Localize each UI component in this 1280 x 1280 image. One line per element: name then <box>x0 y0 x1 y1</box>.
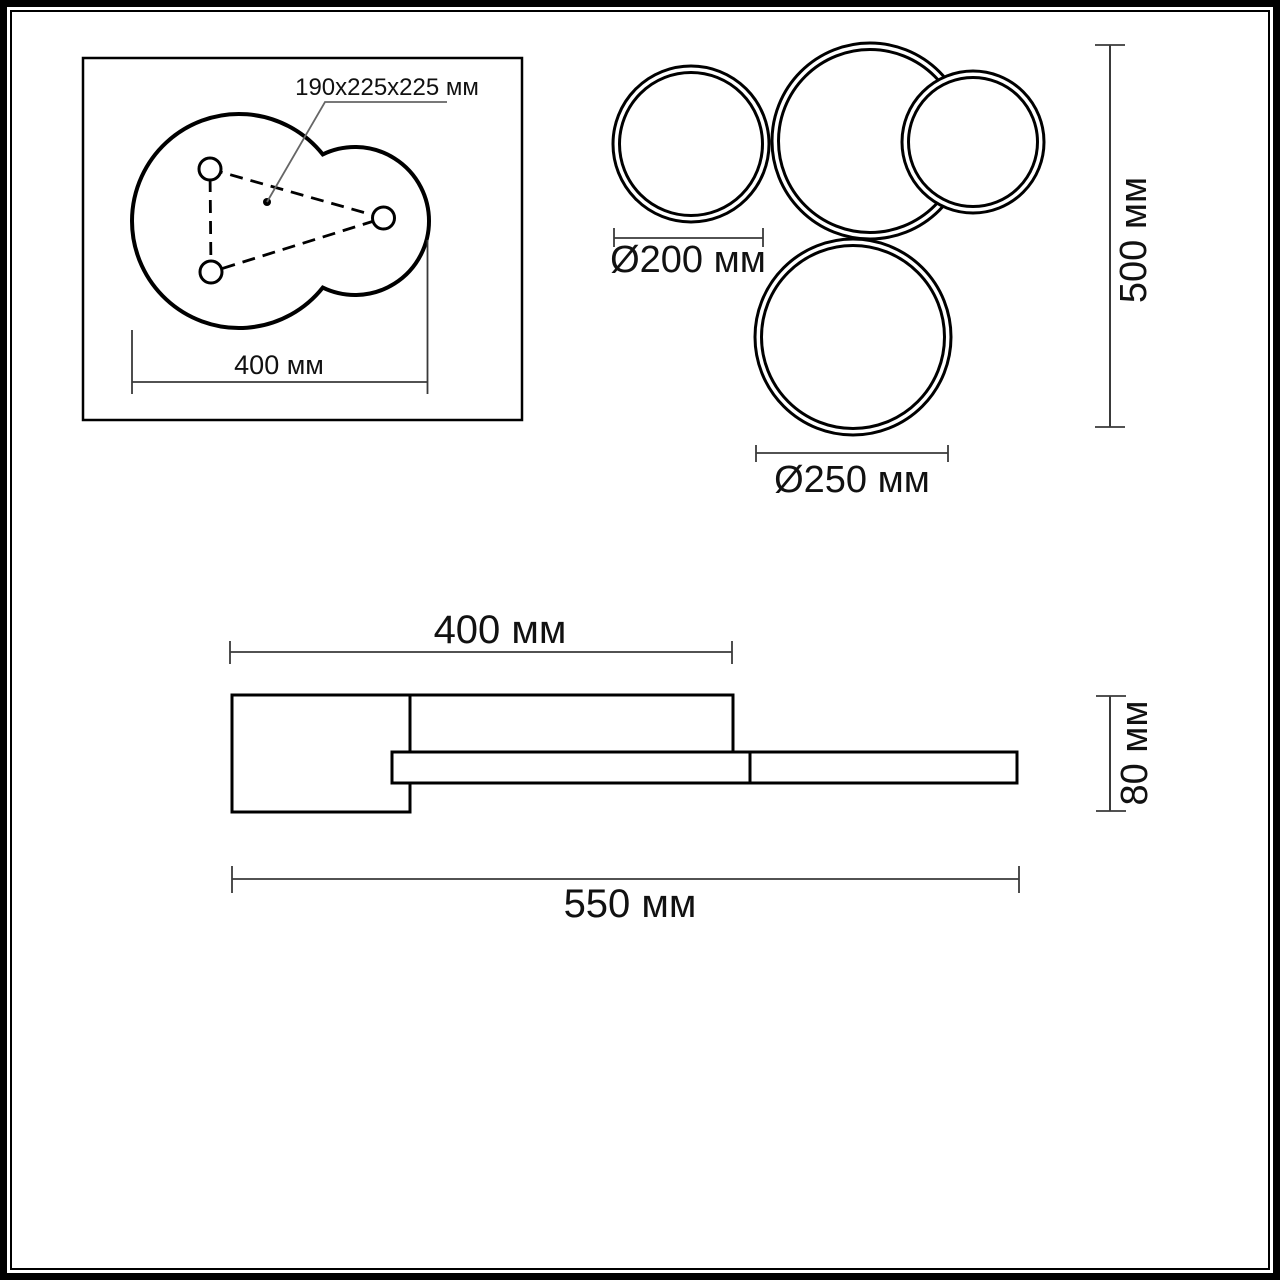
arm-right-segment <box>750 752 1017 783</box>
side-view <box>230 608 1156 926</box>
width-400-label: 400 мм <box>433 608 567 652</box>
mount-plate-view <box>83 58 522 420</box>
mount-hole-top-left <box>199 158 221 180</box>
height-500-label: 500 мм <box>1113 176 1155 304</box>
overall-550-label: 550 мм <box>563 882 697 926</box>
plate-width-label: 400 мм <box>234 350 324 380</box>
fixture-body <box>410 695 733 752</box>
ring-left-outer <box>613 66 769 222</box>
arm-left-segment <box>392 752 750 783</box>
rings-top-view <box>610 43 1155 501</box>
mount-hole-bottom-left <box>200 261 222 283</box>
d200-label: Ø200 мм <box>610 239 766 281</box>
d250-label: Ø250 мм <box>774 459 930 501</box>
hole-pattern-label: 190x225x225 мм <box>295 74 479 101</box>
canopy-block <box>232 695 410 812</box>
ring-bottom-outer <box>755 239 951 435</box>
ring-bottom-inner <box>762 246 945 429</box>
ring-small-right-outer <box>902 71 1044 213</box>
mount-hole-right <box>373 207 395 229</box>
height-80-label: 80 мм <box>1114 700 1156 806</box>
